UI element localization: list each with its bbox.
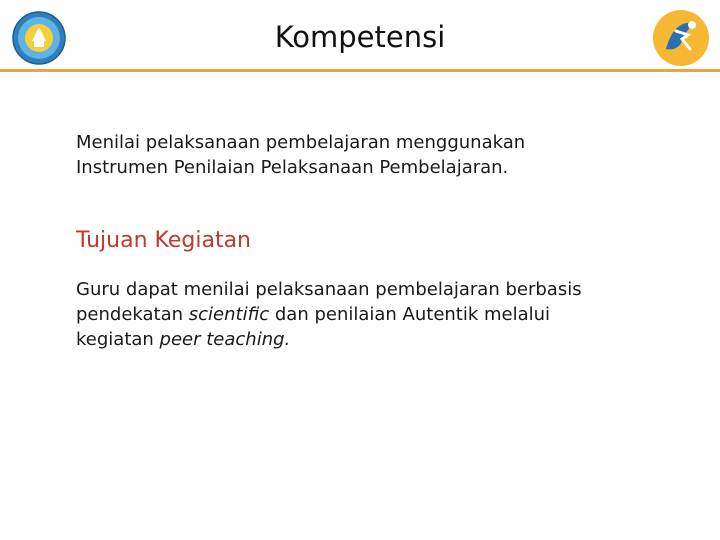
goal-line-3-a: kegiatan [76,329,154,350]
page-title: Kompetensi [274,20,446,54]
competency-text [76,130,676,180]
slide-content [76,130,676,352]
kurikulum-2013-logo-icon [652,9,710,67]
goal-line-1: Guru dapat menilai pelaksanaan pembelajaran berbasis [76,279,582,300]
section-heading: Tujuan Kegiatan [76,228,251,253]
competency-line-1: Menilai pelaksanaan pembelajaran menggunakan [76,132,526,153]
goal-line-3-italic: peer teaching. [159,329,291,350]
competency-line-2: Instrumen Penilaian Pelaksanaan Pembelajaran. [76,157,509,178]
goal-line-2-b: dan penilaian Autentik melalui [274,304,551,325]
slide-header [0,0,720,74]
goal-line-2-a: pendekatan [76,304,184,325]
goal-text [76,277,676,352]
header-divider [0,69,720,72]
goal-line-2-italic: scientific [188,304,270,325]
